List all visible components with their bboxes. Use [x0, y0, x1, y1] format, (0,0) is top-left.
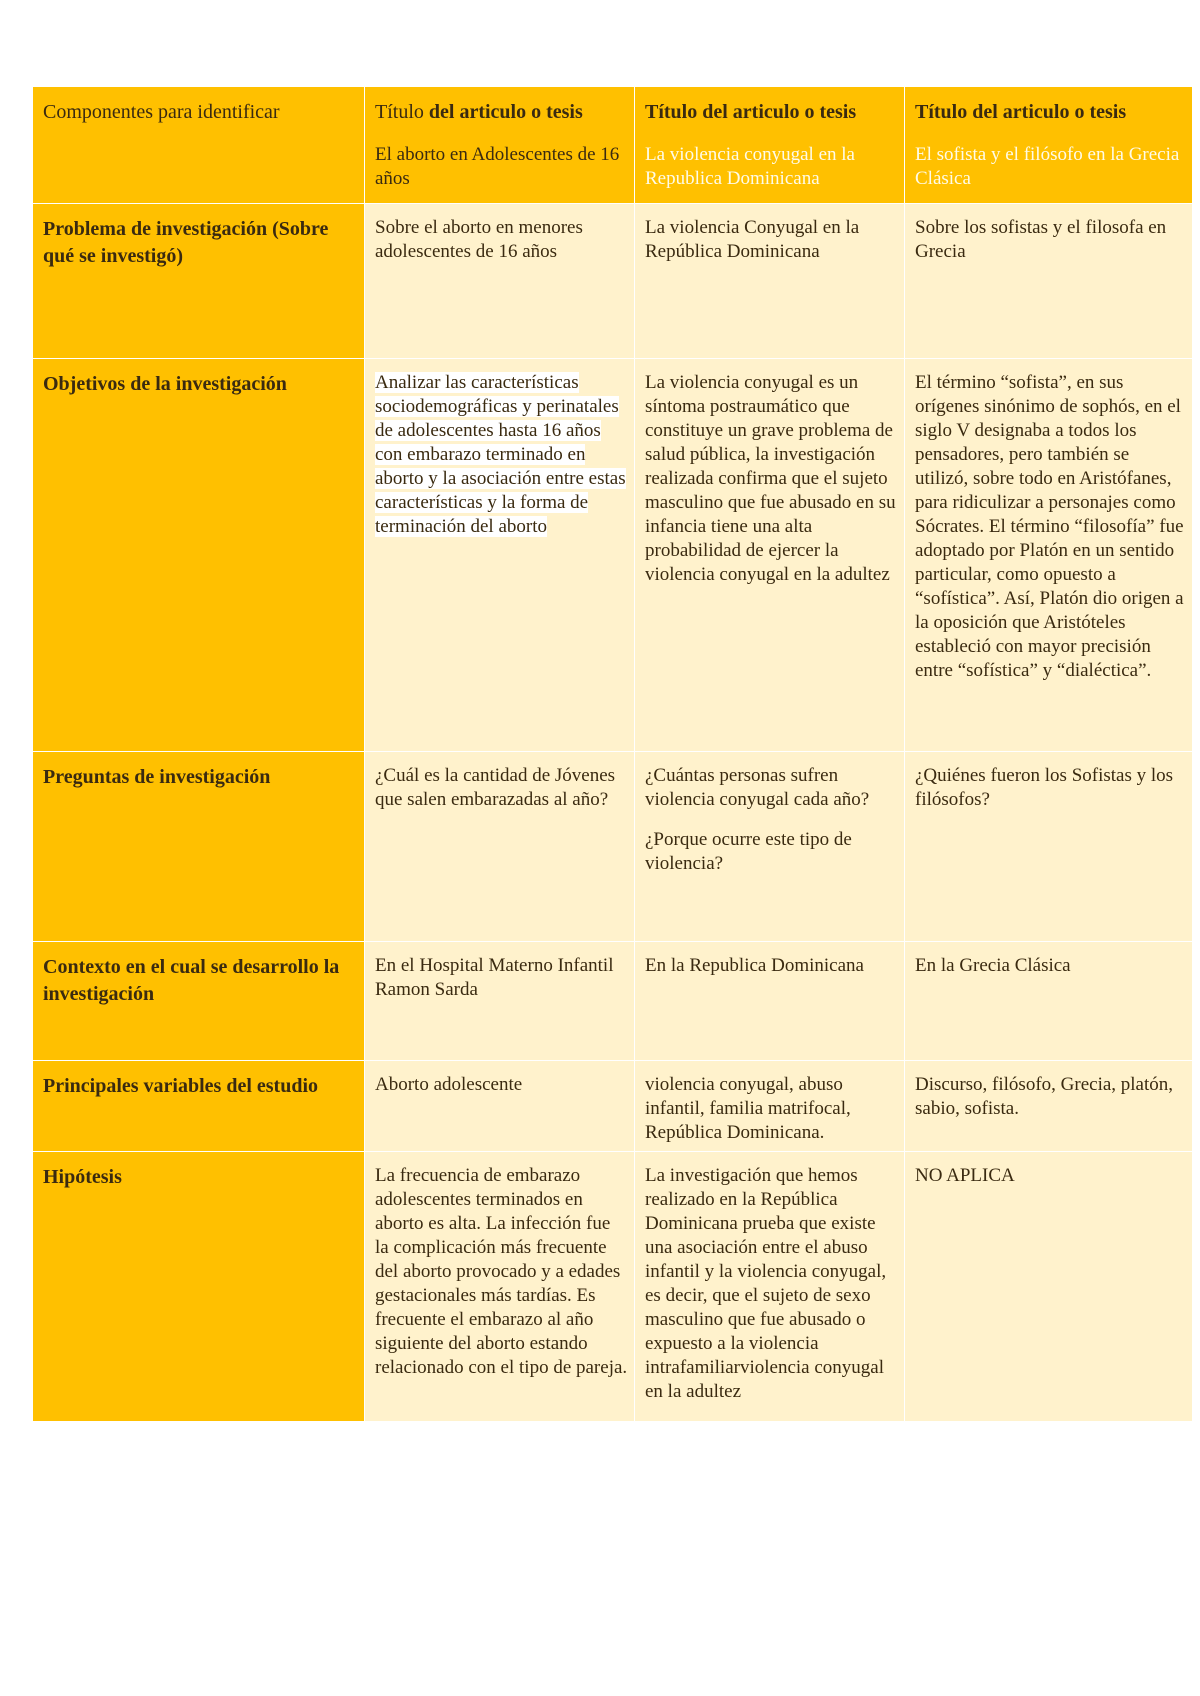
column-title: Título del articulo o tesis	[375, 101, 583, 123]
column-subtitle: La violencia conyugal en la Republica Dominicana	[645, 144, 855, 189]
cell-objetivos-2: La violencia conyugal es un síntoma postraumático que constituye un grave problema de salud pública, la investigación realizada confirma que el sujeto masculino que fue abusado en su infancia tiene una alta probabilidad de ejercer la violencia conyugal en la adultez	[635, 359, 905, 752]
header-column-1	[365, 87, 635, 204]
components-label: Componentes para identificar	[43, 101, 280, 123]
cell-problema-1: Sobre el aborto en menores adolescentes de 16 años	[365, 204, 635, 359]
column-title: Título del articulo o tesis	[645, 101, 857, 123]
cell-hipotesis-2: La investigación que hemos realizado en la República Dominicana prueba que existe una asociación entre el abuso infantil y la violencia conyugal, es decir, que el sujeto de sexo masculino que fue abusado o expuesto a la violencia intrafamiliarviolencia conyugal en la adultez	[635, 1152, 905, 1422]
cell-variables-1: Aborto adolescente	[365, 1061, 635, 1152]
row-problema	[33, 204, 1193, 359]
row-label: Problema de investigación (Sobre qué se investigó)	[33, 204, 365, 359]
column-title: Título del articulo o tesis	[915, 101, 1127, 123]
cell-contexto-3: En la Grecia Clásica	[905, 942, 1193, 1061]
row-variables	[33, 1061, 1193, 1152]
cell-contexto-1: En el Hospital Materno Infantil Ramon Sarda	[365, 942, 635, 1061]
row-label: Contexto en el cual se desarrollo la investigación	[33, 942, 365, 1061]
row-label: Principales variables del estudio	[33, 1061, 365, 1152]
cell-objetivos-1	[365, 359, 635, 752]
header-column-3	[905, 87, 1193, 204]
cell-variables-2: violencia conyugal, abuso infantil, familia matrifocal, República Dominicana.	[635, 1061, 905, 1152]
cell-hipotesis-3: NO APLICA	[905, 1152, 1193, 1422]
header-components	[33, 87, 365, 204]
cell-preguntas-3: ¿Quiénes fueron los Sofistas y los filósofos?	[905, 752, 1193, 942]
comparison-table	[32, 86, 1193, 1422]
cell-preguntas-2	[635, 752, 905, 942]
row-contexto	[33, 942, 1193, 1061]
row-label: Hipótesis	[33, 1152, 365, 1422]
cell-text: Analizar las características sociodemográficas y perinatales de adolescentes hasta 16 años con embarazo terminado en aborto y la asociación entre estas características y la forma de terminación del aborto	[375, 372, 626, 537]
row-label: Preguntas de investigación	[33, 752, 365, 942]
cell-preguntas-1: ¿Cuál es la cantidad de Jóvenes que salen embarazadas al año?	[365, 752, 635, 942]
header-column-2	[635, 87, 905, 204]
row-objetivos	[33, 359, 1193, 752]
cell-variables-3: Discurso, filósofo, Grecia, platón, sabio, sofista.	[905, 1061, 1193, 1152]
cell-problema-2: La violencia Conyugal en la República Dominicana	[635, 204, 905, 359]
row-preguntas	[33, 752, 1193, 942]
cell-hipotesis-1: La frecuencia de embarazo adolescentes terminados en aborto es alta. La infección fue la complicación más frecuente del aborto provocado y a edades gestacionales más tardías. Es frecuente el embarazo al año siguiente del aborto estando relacionado con el tipo de pareja.	[365, 1152, 635, 1422]
row-label: Objetivos de la investigación	[33, 359, 365, 752]
row-hipotesis	[33, 1152, 1193, 1422]
cell-problema-3: Sobre los sofistas y el filosofa en Grecia	[905, 204, 1193, 359]
question: ¿Cuántas personas sufren violencia conyugal cada año?	[645, 765, 870, 810]
header-row	[33, 87, 1193, 204]
column-subtitle: El sofista y el filósofo en la Grecia Clásica	[915, 144, 1180, 189]
column-subtitle: El aborto en Adolescentes de 16 años	[375, 144, 620, 189]
cell-objetivos-3: El término “sofista”, en sus orígenes sinónimo de sophós, en el siglo V designaba a todos los pensadores, pero también se utilizó, sobre todo en Aristófanes, para ridiculizar a personajes como Sócrates. El término “filosofía” fue adoptado por Platón en un sentido particular, como opuesto a “sofística”. Así, Platón dio origen a la oposición que Aristóteles estableció con mayor precisión entre “sofística” y “dialéctica”.	[905, 359, 1193, 752]
cell-contexto-2: En la Republica Dominicana	[635, 942, 905, 1061]
question: ¿Porque ocurre este tipo de violencia?	[645, 829, 852, 874]
